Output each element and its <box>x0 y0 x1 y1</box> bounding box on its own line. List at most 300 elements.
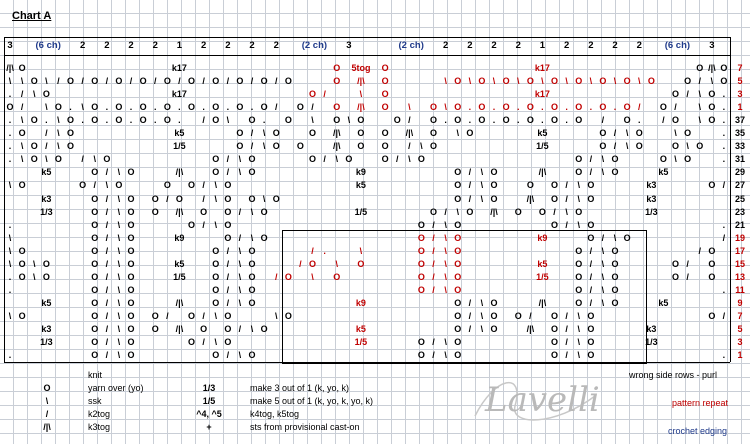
header-stitch-count: 2 <box>612 40 618 51</box>
chart-symbol: \ <box>262 141 266 152</box>
legend-label: make 5 out of 1 (k, yo, k, yo, k) <box>250 396 374 406</box>
chart-symbol: \ <box>674 128 677 139</box>
chart-symbol: \ <box>625 141 629 152</box>
header-stitch-count: 2 <box>467 40 473 51</box>
chart-symbol: O <box>236 102 244 113</box>
chart-symbol: / <box>250 128 254 139</box>
chart-symbol: O <box>260 324 268 334</box>
chart-symbol: O <box>139 102 147 113</box>
chart-symbol: O <box>454 310 462 321</box>
chart-symbol: O <box>381 141 389 152</box>
chart-symbol: /|\ <box>405 128 414 139</box>
chart-symbol: O <box>127 245 135 256</box>
chart-symbol: \ <box>20 76 24 87</box>
chart-symbol: . <box>8 284 12 295</box>
header-stitch-count: 2 <box>225 40 231 51</box>
chart-symbol: O <box>417 258 425 269</box>
chart-symbol: O <box>575 297 583 308</box>
legend-symbol: 1/3 <box>202 383 216 393</box>
chart-symbol: O <box>454 102 462 113</box>
chart-symbol: O <box>430 102 438 113</box>
chart-symbol: . <box>8 128 12 139</box>
chart-symbol: /|\ <box>526 193 535 204</box>
chart-symbol: O <box>188 219 196 230</box>
chart-symbol: / <box>299 258 302 269</box>
chart-symbol: / <box>238 324 242 334</box>
chart-symbol: . <box>541 102 544 113</box>
chart-symbol: \ <box>214 310 217 321</box>
chart-symbol: 1/5 <box>173 141 186 152</box>
chart-symbol: / <box>105 297 109 308</box>
chart-symbol: O <box>212 258 220 269</box>
header-stitch-count: 3 <box>709 40 715 51</box>
chart-symbol: O <box>684 154 692 165</box>
chart-symbol: O <box>490 193 498 204</box>
chart-symbol: k17 <box>171 89 187 100</box>
chart-symbol: k5 <box>174 258 185 269</box>
chart-symbol: / <box>565 219 568 230</box>
chart-symbol: / <box>589 271 593 282</box>
chart-symbol: / <box>178 76 181 87</box>
chart-symbol: . <box>178 115 181 126</box>
chart-symbol: O <box>490 310 498 321</box>
row-number: 13 <box>734 271 745 282</box>
chart-symbol: . <box>8 89 12 100</box>
chart-symbol: O <box>587 324 595 334</box>
chart-symbol: O <box>696 63 704 73</box>
chart-symbol: / <box>166 310 169 321</box>
chart-symbol: / <box>105 245 109 256</box>
legend-label: knit <box>88 370 103 380</box>
chart-symbol: \ <box>117 310 121 321</box>
chart-symbol: / <box>565 310 568 321</box>
chart-symbol: \ <box>81 102 84 113</box>
chart-symbol: O <box>381 63 389 73</box>
chart-symbol: O <box>224 324 232 334</box>
chart-symbol: \ <box>408 154 411 165</box>
chart-symbol: . <box>565 115 568 126</box>
chart-symbol: / <box>432 350 435 361</box>
chart-symbol: O <box>224 193 232 204</box>
chart-symbol: O <box>163 115 171 126</box>
chart-symbol: / <box>432 258 435 269</box>
chart-symbol: \ <box>117 206 121 217</box>
chart-symbol: \ <box>8 180 12 191</box>
chart-symbol: \ <box>117 297 121 308</box>
chart-symbol: \ <box>238 167 242 178</box>
chart-symbol: \ <box>359 245 363 256</box>
chart-symbol: /|\ <box>332 141 341 152</box>
chart-symbol: k9 <box>537 232 548 243</box>
chart-symbol: O <box>708 115 716 126</box>
chart-symbol: \ <box>601 154 605 165</box>
chart-symbol: O <box>188 102 196 113</box>
chart-symbol: O <box>466 128 474 139</box>
row-number: 31 <box>734 154 745 165</box>
chart-symbol: \ <box>20 154 24 165</box>
chart-symbol: \ <box>480 324 484 334</box>
chart-symbol: O <box>91 115 99 126</box>
legend-symbol: 1/5 <box>202 396 216 406</box>
chart-symbol: \ <box>577 219 580 230</box>
chart-symbol: O <box>163 180 171 191</box>
chart-symbol: \ <box>238 350 242 361</box>
header-stitch-count: 2 <box>563 40 570 51</box>
row-number: 1 <box>737 350 743 361</box>
chart-symbol: k5 <box>658 167 669 178</box>
chart-symbol: O <box>623 76 631 87</box>
header-stitch-count: 2 <box>442 40 449 51</box>
chart-symbol: . <box>541 115 544 126</box>
chart-symbol: O <box>151 310 159 321</box>
chart-symbol: O <box>454 193 462 204</box>
header-stitch-count: 2 <box>588 40 594 51</box>
chart-symbol: O <box>345 154 353 165</box>
chart-symbol: O <box>381 154 389 165</box>
chart-symbol: \ <box>456 128 459 139</box>
chart-symbol: O <box>551 350 559 361</box>
chart-symbol: O <box>103 154 111 165</box>
chart-symbol: \ <box>238 271 242 282</box>
chart-symbol: /|\ <box>490 206 498 217</box>
chart-symbol: / <box>226 76 230 87</box>
chart-symbol: O <box>454 297 462 308</box>
chart-symbol: / <box>226 154 230 165</box>
chart-symbol: O <box>357 141 365 152</box>
chart-symbol: / <box>105 258 109 269</box>
chart-symbol: O <box>599 102 607 113</box>
chart-symbol: /|\ <box>175 297 184 308</box>
chart-symbol: O <box>526 115 534 126</box>
chart-symbol: O <box>659 102 667 113</box>
chart-symbol: O <box>54 154 62 165</box>
chart-symbol: . <box>250 102 254 113</box>
chart-symbol: \ <box>8 258 12 269</box>
chart-symbol: . <box>722 141 726 152</box>
chart-symbol: O <box>248 115 256 126</box>
chart-symbol: O <box>611 245 619 256</box>
row-number: 11 <box>735 284 745 295</box>
chart-symbol: / <box>553 206 556 217</box>
chart-symbol: \ <box>698 89 701 100</box>
legend-label: sts from provisional cast-on <box>250 422 360 432</box>
chart-symbol: / <box>613 128 617 139</box>
chart-symbol: O <box>115 180 123 191</box>
chart-symbol: . <box>565 102 568 113</box>
chart-symbol: / <box>226 245 230 256</box>
chart-symbol: O <box>623 115 631 126</box>
chart-symbol: k17 <box>171 63 187 73</box>
chart-symbol: /|\ <box>332 128 341 139</box>
wrong-side-note: wrong side rows - purl <box>629 370 718 380</box>
chart-symbol: O <box>417 154 425 165</box>
chart-symbol: / <box>323 154 326 165</box>
chart-symbol: \ <box>57 128 60 139</box>
chart-symbol: / <box>432 337 435 348</box>
chart-symbol: O <box>54 102 62 113</box>
row-number: 21 <box>734 219 745 230</box>
chart-symbol: O <box>417 245 425 256</box>
chart-symbol: \ <box>359 89 363 100</box>
chart-symbol: O <box>224 219 232 230</box>
chart-symbol: . <box>105 115 109 126</box>
chart-border <box>4 37 5 362</box>
chart-symbol: O <box>381 89 389 100</box>
chart-symbol: O <box>478 115 486 126</box>
chart-symbol: \ <box>250 324 254 334</box>
chart-symbol: O <box>490 167 498 178</box>
chart-symbol: \ <box>262 193 266 204</box>
chart-symbol: O <box>272 141 280 152</box>
chart-symbol: . <box>468 102 472 113</box>
chart-symbol: \ <box>335 258 338 269</box>
chart-symbol: / <box>105 167 109 178</box>
chart-symbol: \ <box>601 271 605 282</box>
chart-symbol: \ <box>444 350 447 361</box>
chart-symbol: O <box>284 76 292 87</box>
chart-symbol: O <box>200 324 208 334</box>
chart-symbol: \ <box>589 76 593 87</box>
chart-symbol: O <box>551 180 559 191</box>
chart-symbol: . <box>178 102 181 113</box>
chart-symbol: k3 <box>41 193 52 204</box>
chart-symbol: / <box>166 193 169 204</box>
header-stitch-count: 1 <box>539 40 546 51</box>
chart-symbol: \ <box>577 180 580 191</box>
chart-symbol: \ <box>601 245 605 256</box>
chart-symbol: \ <box>105 180 109 191</box>
chart-symbol: / <box>722 310 726 321</box>
chart-symbol: O <box>188 76 196 87</box>
chart-symbol: O <box>18 258 26 269</box>
chart-symbol: \ <box>8 245 12 256</box>
chart-symbol: 1/5 <box>173 271 186 282</box>
chart-symbol: \ <box>480 310 484 321</box>
chart-symbol: O <box>551 324 559 334</box>
chart-symbol: k3 <box>646 180 657 191</box>
chart-symbol: k9 <box>355 167 366 178</box>
chart-symbol: O <box>575 258 583 269</box>
chart-symbol: \ <box>117 219 121 230</box>
legend-symbol: \ <box>45 396 49 406</box>
chart-symbol: / <box>105 271 109 282</box>
chart-symbol: \ <box>8 310 12 321</box>
chart-symbol: . <box>8 154 12 165</box>
chart-symbol: O <box>430 141 438 152</box>
chart-symbol: O <box>417 350 425 361</box>
chart-symbol: /|\ <box>357 76 365 87</box>
chart-symbol: . <box>226 102 230 113</box>
chart-symbol: O <box>490 324 498 334</box>
chart-symbol: O <box>393 115 401 126</box>
chart-symbol: \ <box>577 337 580 348</box>
chart-symbol: \ <box>444 232 447 243</box>
chart-symbol: O <box>260 76 268 87</box>
chart-symbol: O <box>30 115 38 126</box>
chart-symbol: / <box>468 297 472 308</box>
chart-symbol: . <box>589 102 593 113</box>
chart-symbol: O <box>30 141 38 152</box>
chart-symbol: \ <box>565 206 568 217</box>
chart-symbol: \ <box>516 76 520 87</box>
chart-symbol: O <box>188 180 196 191</box>
chart-symbol: O <box>212 350 220 361</box>
chart-symbol: k5 <box>174 128 185 139</box>
chart-symbol: / <box>565 193 568 204</box>
chart-symbol: . <box>323 245 326 256</box>
chart-symbol: . <box>722 219 726 230</box>
chart-symbol: \ <box>311 271 314 282</box>
chart-symbol: \ <box>601 284 605 295</box>
chart-symbol: O <box>672 271 680 282</box>
chart-symbol: . <box>45 115 48 126</box>
chart-symbol: k17 <box>534 89 550 100</box>
chart-symbol: / <box>93 180 96 191</box>
chart-symbol: /|\ <box>175 324 184 334</box>
chart-symbol: / <box>129 76 133 87</box>
row-number: 5 <box>737 76 743 87</box>
chart-symbol: \ <box>32 271 36 282</box>
row-number: 3 <box>737 89 743 100</box>
chart-symbol: \ <box>262 128 266 139</box>
chart-symbol: O <box>91 206 99 217</box>
chart-symbol: . <box>722 102 726 113</box>
chart-symbol: O <box>127 219 135 230</box>
chart-symbol: O <box>454 245 462 256</box>
chart-symbol: O <box>248 193 256 204</box>
chart-symbol: O <box>599 76 607 87</box>
chart-symbol: \ <box>577 193 580 204</box>
chart-symbol: O <box>260 206 268 217</box>
chart-symbol: O <box>260 232 268 243</box>
chart-symbol: \ <box>32 89 36 100</box>
chart-symbol: O <box>611 167 619 178</box>
chart-symbol: O <box>67 141 75 152</box>
chart-symbol: O <box>611 284 619 295</box>
chart-symbol: O <box>284 115 292 126</box>
chart-symbol: O <box>333 102 341 113</box>
chart-symbol: O <box>151 206 159 217</box>
chart-symbol: \ <box>274 310 278 321</box>
chart-symbol: O <box>672 141 680 152</box>
chart-symbol: O <box>284 310 292 321</box>
chart-symbol: O <box>139 76 147 87</box>
chart-symbol: O <box>417 271 425 282</box>
chart-border <box>730 37 731 362</box>
chart-symbol: / <box>226 284 230 295</box>
chart-symbol: / <box>226 350 230 361</box>
chart-symbol: \ <box>117 337 121 348</box>
chart-symbol: / <box>432 284 435 295</box>
chart-symbol: O <box>18 271 26 282</box>
chart-symbol: \ <box>117 245 121 256</box>
chart-symbol: O <box>708 271 716 282</box>
legend-symbol: / <box>45 409 49 419</box>
chart-symbol: \ <box>577 350 580 361</box>
chart-symbol: . <box>153 115 157 126</box>
chart-symbol: \ <box>32 258 36 269</box>
chart-symbol: / <box>20 89 24 100</box>
chart-symbol: / <box>274 271 278 282</box>
chart-symbol: \ <box>238 297 242 308</box>
chart-symbol: O <box>357 128 365 139</box>
chart-symbol: \ <box>45 76 48 87</box>
chart-symbol: O <box>127 206 135 217</box>
chart-symbol: k5 <box>355 324 366 334</box>
chart-symbol: O <box>454 115 462 126</box>
chart-symbol: \ <box>601 167 605 178</box>
chart-symbol: \ <box>20 141 24 152</box>
chart-symbol: / <box>45 128 48 139</box>
chart-symbol: 1/3 <box>645 206 658 217</box>
row-number: 15 <box>734 258 745 269</box>
chart-symbol: / <box>105 232 109 243</box>
chart-symbol: \ <box>444 284 447 295</box>
chart-symbol: / <box>444 206 447 217</box>
chart-symbol: O <box>127 232 135 243</box>
chart-symbol: O <box>575 76 583 87</box>
chart-symbol: \ <box>117 271 121 282</box>
chart-symbol: O <box>333 271 341 282</box>
chart-symbol: O <box>357 258 365 269</box>
chart-symbol: \ <box>250 232 254 243</box>
chart-symbol: / <box>226 258 230 269</box>
chart-symbol: O <box>659 154 667 165</box>
chart-symbol: O <box>272 193 280 204</box>
row-number: 17 <box>734 245 745 256</box>
chart-symbol: O <box>454 337 462 348</box>
chart-symbol: / <box>722 232 726 243</box>
chart-symbol: O <box>18 128 26 139</box>
chart-symbol: O <box>357 115 365 126</box>
chart-symbol: O <box>260 102 268 113</box>
chart-symbol: \ <box>335 154 338 165</box>
chart-symbol: / <box>468 193 472 204</box>
chart-symbol: k5 <box>658 297 669 308</box>
chart-symbol: O <box>708 245 716 256</box>
chart-symbol: 1/3 <box>645 337 658 348</box>
chart-symbol: O <box>333 115 341 126</box>
chart-symbol: O <box>526 76 534 87</box>
chart-symbol: O <box>430 115 438 126</box>
row-number: 25 <box>734 193 745 204</box>
chart-symbol: \ <box>45 102 48 113</box>
chart-symbol: O <box>611 154 619 165</box>
chart-symbol: O <box>248 245 256 256</box>
chart-symbol: O <box>42 271 50 282</box>
chart-symbol: O <box>551 115 559 126</box>
chart-symbol: / <box>238 232 242 243</box>
chart-symbol: / <box>81 154 84 165</box>
chart-symbol: O <box>587 180 595 191</box>
chart-symbol: O <box>635 128 643 139</box>
chart-symbol: / <box>589 154 593 165</box>
chart-symbol: O <box>248 284 256 295</box>
chart-symbol: / <box>698 76 701 87</box>
chart-symbol: 1/5 <box>354 206 368 217</box>
chart-symbol: O <box>127 324 135 334</box>
chart-symbol: k3 <box>41 324 52 334</box>
chart-border <box>4 37 730 38</box>
chart-symbol: O <box>163 76 171 87</box>
row-number: 29 <box>734 167 745 178</box>
crochet-edging-note: crochet edging <box>668 426 728 436</box>
chart-symbol: O <box>67 128 75 139</box>
chart-symbol: O <box>587 232 595 243</box>
chart-symbol: O <box>333 76 341 87</box>
chart-symbol: O <box>490 180 498 191</box>
header-stitch-count: 2 <box>636 40 642 51</box>
